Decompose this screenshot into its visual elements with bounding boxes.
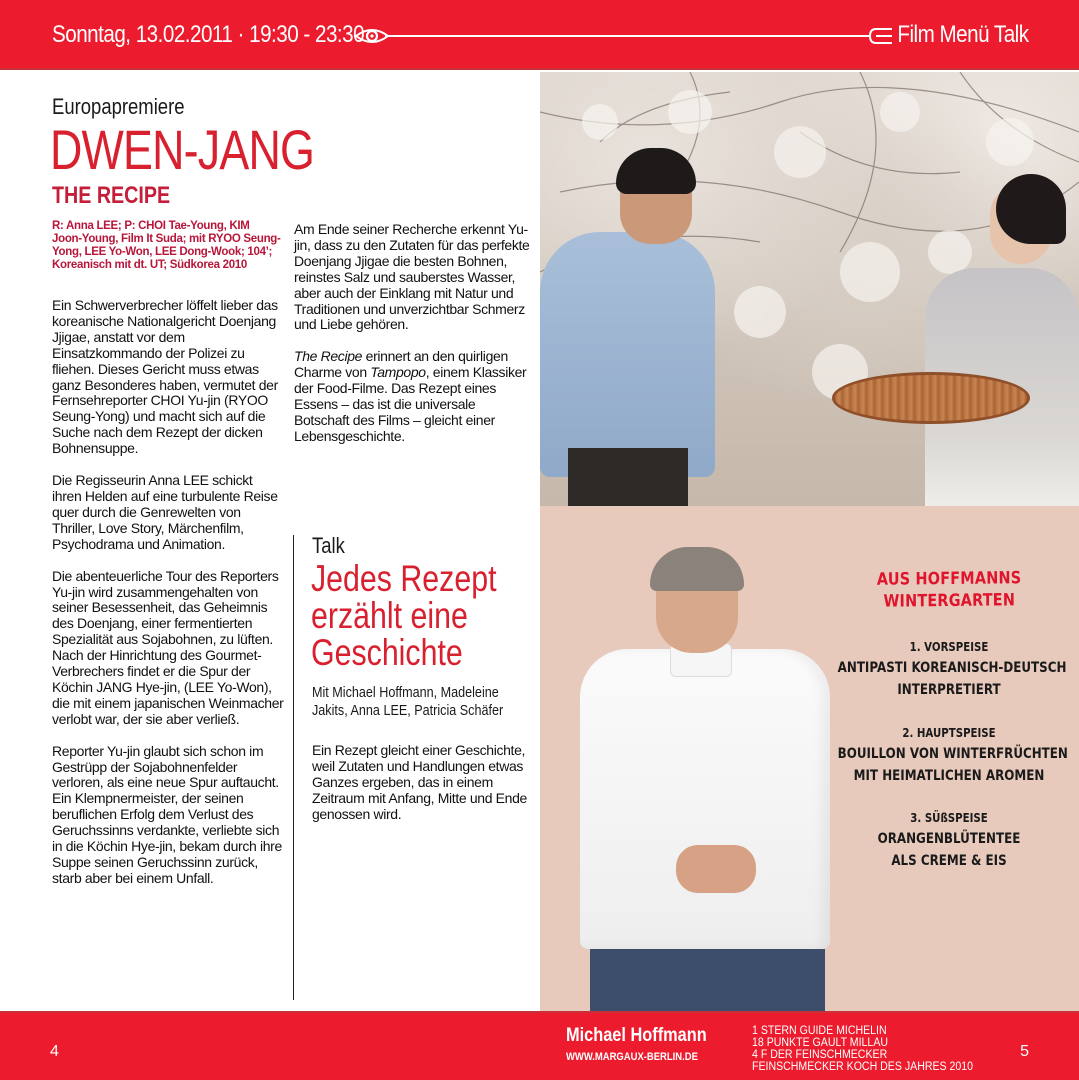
man-pants xyxy=(568,448,688,506)
menu-course-main xyxy=(837,723,1068,787)
course-dish: ORANGENBLÜTENTEE xyxy=(877,831,1021,847)
page-number-right: 5 xyxy=(1020,1043,1029,1060)
talk-title-line: erzählt eine xyxy=(311,595,468,636)
text-fragment: , einem Klassiker der Food-Filme. Das Rezept eines Essens – das ist die universale Botschaft des Films – gleicht einer Lebensgeschichte. xyxy=(294,364,527,444)
column-divider xyxy=(293,535,294,1000)
talk-title-line: Jedes Rezept xyxy=(311,558,497,599)
award-item: 18 PUNKTE GAULT MILLAU xyxy=(752,1037,889,1049)
header-rule xyxy=(385,35,865,37)
event-date-time: Sonntag, 13.02.2011 · 19:30 - 23:30 xyxy=(52,21,365,48)
man-figure xyxy=(540,232,715,477)
chef-jeans xyxy=(590,949,825,1011)
film-still-image xyxy=(540,72,1079,506)
film-paragraph: Ein Schwerverbrecher löffelt lieber das koreanische Nationalgericht Doenjang Jjigae, anstatt vor dem Einsatzkommando der Polizei zu fliehen. Dieses Gericht muss etwas ganz Besonderes haben, vermutet der Fernsehreporter CHOI Yu-jin (RYOO Seung-Yong) und macht sich auf die Suche nach dem Rezept der dicken Bohnensuppe. xyxy=(52,297,278,457)
award-item: FEINSCHMECKER KOCH DES JAHRES 2010 xyxy=(752,1061,974,1073)
woman-hair xyxy=(996,174,1066,244)
menu-course-starter xyxy=(837,637,1067,701)
fork-icon xyxy=(862,26,894,46)
film-paragraph: Die abenteuerliche Tour des Reporters Yu-jin wird zusammengehalten von seiner Besessenheit, das Geheimnis des Doenjang, einer fermentierten Spezialität aus Sojabohnen, zu lüften. Nach der Hinrichtung des Gourmet-Verbrechers findet er die Spur der Köchin JANG Hye-jin, (LEE Yo-Won), die mit einem japanischen Weinmacher verlobt war, der sie aber verließ. xyxy=(52,567,284,727)
chef-hair xyxy=(650,547,744,591)
menu-heading-line: AUS HOFFMANNS xyxy=(876,568,1022,590)
menu-heading xyxy=(855,567,1044,613)
course-dish: BOUILLON VON WINTERFRÜCHTEN xyxy=(837,746,1068,762)
talk-kicker: Talk xyxy=(312,533,345,558)
chef-website-link[interactable]: WWW.MARGAUX-BERLIN.DE xyxy=(566,1051,698,1063)
course-label: 3. SÜßSPEISE xyxy=(910,811,988,825)
talk-title-line: Geschichte xyxy=(311,632,463,673)
talk-title xyxy=(311,560,497,671)
footer-band xyxy=(0,1011,1079,1080)
film-credits: R: Anna LEE; P: CHOI Tae-Young, KIM Joon-Young, Film It Suda; mit RYOO Seung-Yong, LEE Yo-Won, LEE Dong-Wook; 104’; Koreanisch mit dt. UT; Südkorea 2010 xyxy=(52,220,281,271)
course-dish: ALS CREME & EIS xyxy=(891,853,1007,869)
menu-heading-line: WINTERGARTEN xyxy=(883,590,1016,612)
chef-hands xyxy=(676,845,756,893)
award-item: 1 STERN GUIDE MICHELIN xyxy=(752,1025,887,1037)
menu-course-dessert xyxy=(838,808,1061,872)
chef-jacket xyxy=(580,649,830,949)
film-kicker: Europapremiere xyxy=(52,94,185,119)
award-item: 4 F DER FEINSCHMECKER xyxy=(752,1049,888,1061)
course-dish: ANTIPASTI KOREANISCH-DEUTSCH xyxy=(837,660,1067,676)
woven-basket xyxy=(832,372,1030,424)
film-paragraph: Reporter Yu-jin glaubt sich schon im Gestrüpp der Sojabohnenfelder verloren, als eine neue Spur auftaucht. Ein Klempnermeister, der seinen beruflichen Erfolg dem Verlust des Geruchssinns verdankte, verliebte sich in die Köchin Hye-jin, bekam durch ihre Suppe seinen Geruchssinn zurück, starb aber bei einem Unfall. xyxy=(52,742,282,886)
course-label: 1. VORSPEISE xyxy=(909,640,989,654)
course-label: 2. HAUPTSPEISE xyxy=(902,726,996,740)
film-paragraph: Die Regisseurin Anna LEE schickt ihren Helden auf eine turbulente Reise quer durch die Genrewelten von Thriller, Love Story, Märchenfilm, Psychodrama und Animation. xyxy=(52,472,278,552)
film-subtitle: THE RECIPE xyxy=(52,182,171,209)
film-title: DWEN-JANG xyxy=(50,118,315,181)
talk-guests-line: Jakits, Anna LEE, Patricia Schäfer xyxy=(312,702,504,719)
film-text-column-2 xyxy=(294,222,530,461)
talk-guests xyxy=(312,684,503,720)
talk-guests-line: Mit Michael Hoffmann, Madeleine xyxy=(312,684,499,701)
reference-film-italic: Tampopo xyxy=(370,364,426,381)
film-paragraph: Am Ende seiner Recherche erkennt Yu-jin, dass zu den Zutaten für das perfekte Doenjang Jjigae die besten Bohnen, reinstes Salz und sauberstes Wasser, aber auch der Einklang mit Natur und Traditionen und unverzichtbar Schmerz und Liebe gehören. xyxy=(294,221,530,333)
course-dish: INTERPRETIERT xyxy=(897,682,1001,698)
header-band xyxy=(0,0,1079,70)
page-number-left: 4 xyxy=(50,1043,59,1060)
course-dish: MIT HEIMATLICHEN AROMEN xyxy=(853,768,1045,784)
film-text-column-1 xyxy=(52,298,284,903)
chef-awards xyxy=(752,1025,973,1073)
film-paragraph-comparison xyxy=(294,349,530,444)
chef-photo xyxy=(580,545,845,1011)
talk-description: Ein Rezept gleicht einer Geschichte, weil Zutaten und Handlungen etwas Ganzes ergeben, das in einem Zeitraum mit Anfang, Mitte und Ende genossen wird. xyxy=(312,742,527,822)
film-title-italic: The Recipe xyxy=(294,348,363,365)
text-fragment: erinnert an den quirligen Charme von xyxy=(294,348,508,381)
series-title: Film Menü Talk xyxy=(897,21,1029,48)
chef-name: Michael Hoffmann xyxy=(566,1025,707,1046)
